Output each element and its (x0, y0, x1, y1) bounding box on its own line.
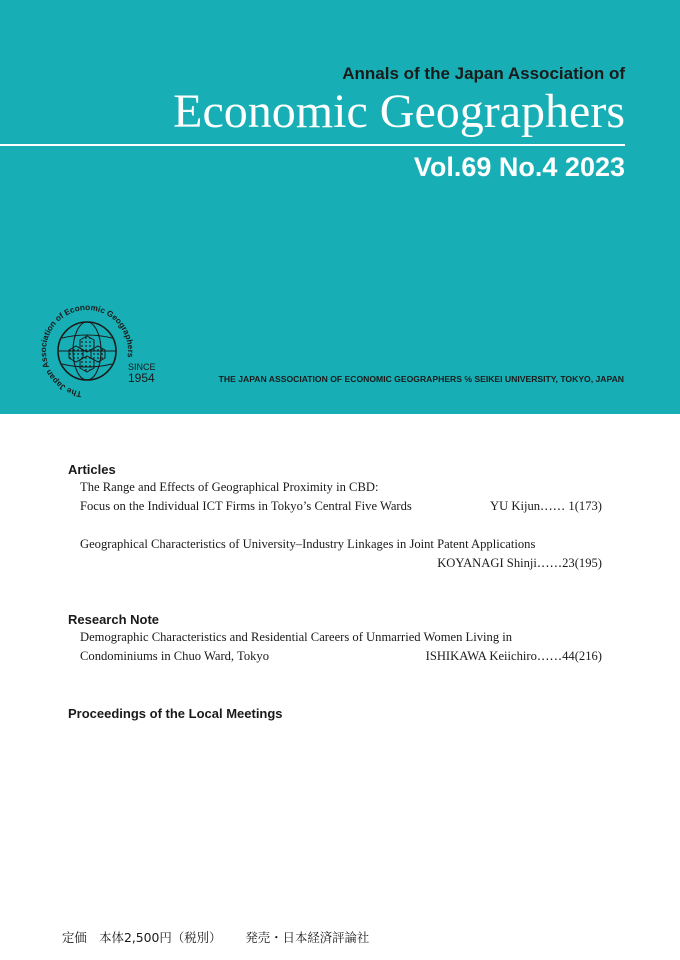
cover-band (0, 0, 680, 414)
price-footer (62, 928, 369, 946)
research-note-title-line: Condominiums in Chuo Ward, Tokyo (80, 649, 270, 663)
publisher-line: THE JAPAN ASSOCIATION OF ECONOMIC GEOGRAPHERS ℅ SEIKEI UNIVERSITY, TOKYO, JAPAN (218, 374, 624, 384)
article-title-line: The Range and Effects of Geographical Proximity in CBD: (80, 480, 379, 494)
distributor-text: 発売・日本経済評論社 (245, 930, 370, 945)
research-note-entry[interactable] (80, 628, 602, 666)
journal-supertitle: Annals of the Japan Association of (342, 64, 625, 83)
title-rule (0, 144, 625, 146)
article-entry[interactable] (80, 478, 602, 516)
since-year: 1954 (128, 371, 155, 385)
since-label: SINCE (128, 362, 156, 372)
article-citation: YU Kijun‥‥‥ 1(173) (490, 499, 602, 513)
article-citation: KOYANAGI Shinji‥‥‥23(195) (437, 556, 602, 570)
article-title-line: Focus on the Individual ICT Firms in Tokyo’s Central Five Wards (80, 499, 412, 513)
articles-heading: Articles (68, 462, 116, 477)
association-logo (36, 300, 138, 400)
volume-issue: Vol.69 No.4 2023 (413, 152, 625, 182)
price-text: 定価 本体2,500円（税別） (62, 930, 222, 945)
proceedings-heading: Proceedings of the Local Meetings (68, 706, 283, 721)
article-entry[interactable] (80, 535, 602, 573)
research-note-heading: Research Note (68, 612, 160, 627)
research-note-title-line: Demographic Characteristics and Residential Careers of Unmarried Women Living in (80, 630, 513, 644)
logo-ring-text: The Japan Association of Economic Geographers (38, 302, 136, 399)
journal-title: Economic Geographers (173, 85, 625, 138)
research-note-citation: ISHIKAWA Keiichiro‥‥‥44(216) (425, 649, 602, 663)
article-title-line: Geographical Characteristics of University–Industry Linkages in Joint Patent Applications (80, 537, 536, 551)
